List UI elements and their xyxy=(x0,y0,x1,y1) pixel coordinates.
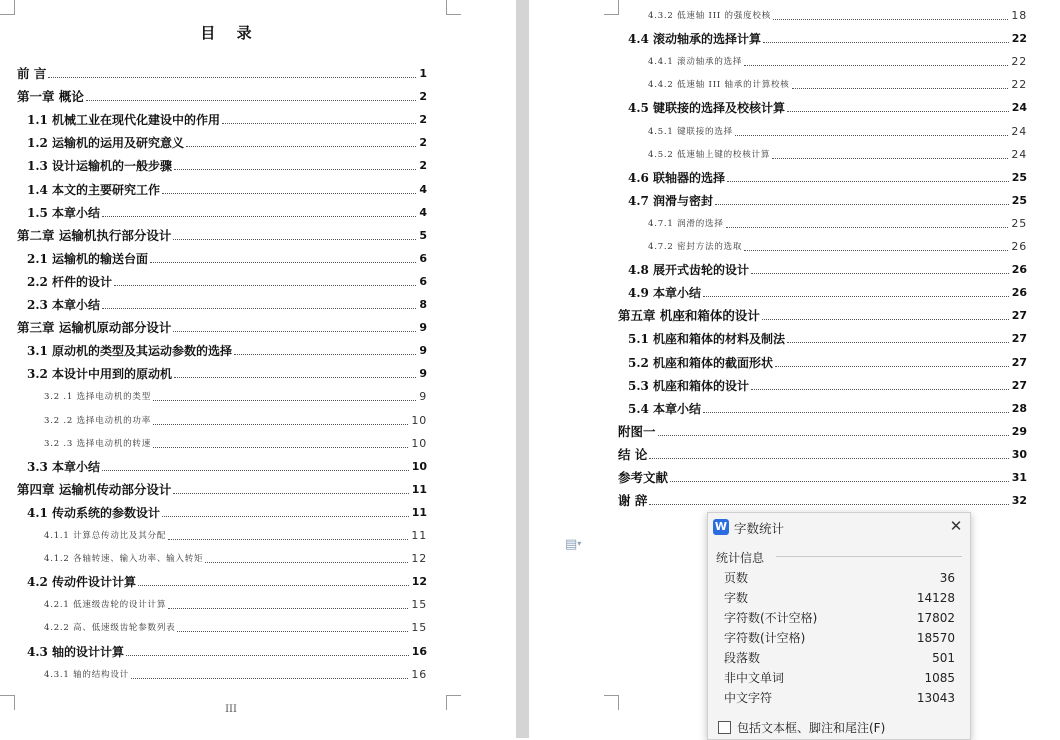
toc-entry-title: 2.1 运输机的输送台面 xyxy=(27,251,149,266)
toc-entry-title: 1.3 设计运输机的一般步骤 xyxy=(27,159,173,174)
toc-entry[interactable] xyxy=(628,31,1027,47)
toc-leader-dots xyxy=(173,492,408,494)
toc-entry-page: 2 xyxy=(419,113,427,127)
toc-entry[interactable] xyxy=(648,8,1027,24)
toc-entry[interactable] xyxy=(27,205,427,221)
toc-entry-title: 谢 辞 xyxy=(618,493,648,509)
toc-leader-dots xyxy=(670,480,1009,482)
toc-entry[interactable] xyxy=(628,170,1027,186)
toc-leader-dots xyxy=(102,215,416,217)
toc-entry[interactable] xyxy=(628,378,1027,394)
toc-entry-title: 结 论 xyxy=(618,446,648,462)
toc-entry[interactable] xyxy=(44,667,427,683)
include-textbox-footnote-checkbox[interactable] xyxy=(718,719,885,737)
stat-value: 1085 xyxy=(924,671,955,685)
stat-value: 501 xyxy=(932,651,955,665)
toc-entry-title: 3.2 .1 选择电动机的类型 xyxy=(44,392,152,403)
toc-entry[interactable] xyxy=(27,251,427,267)
toc-leader-dots xyxy=(772,157,1008,159)
toc-leader-dots xyxy=(173,330,416,332)
toc-leader-dots xyxy=(162,515,409,517)
toc-entry-page: 15 xyxy=(411,598,427,612)
toc-entry-page: 27 xyxy=(1011,332,1027,346)
toc-entry-page: 10 xyxy=(411,436,427,450)
word-count-dialog xyxy=(707,512,971,740)
toc-entry-title: 3.3 本章小结 xyxy=(27,459,101,474)
toc-entry-page: 24 xyxy=(1011,101,1027,115)
toc-leader-dots xyxy=(162,192,416,194)
toc-entry-page: 27 xyxy=(1011,309,1027,323)
toc-entry-page: 26 xyxy=(1011,240,1027,253)
toc-entry-page: 9 xyxy=(419,344,427,358)
toc-leader-dots xyxy=(168,538,408,540)
document-options-icon[interactable]: ▤▾ xyxy=(565,537,582,552)
checkbox-label: 包括文本框、脚注和尾注(F) xyxy=(737,721,886,735)
toc-leader-dots xyxy=(727,180,1009,182)
toc-title: 目 录 xyxy=(200,24,260,42)
toc-entry-title: 第一章 概论 xyxy=(17,89,84,105)
toc-leader-dots xyxy=(186,145,416,147)
toc-entry[interactable] xyxy=(648,147,1027,163)
page-footer-number: III xyxy=(225,704,237,715)
toc-entry-page: 15 xyxy=(411,621,427,635)
toc-entry-title: 1.2 运输机的运用及研究意义 xyxy=(27,136,185,151)
toc-leader-dots xyxy=(715,203,1009,205)
toc-entry-page: 1 xyxy=(419,67,427,80)
toc-entry-title: 4.1.2 各轴转速、输入功率、输入转矩 xyxy=(44,554,204,565)
toc-entry-page: 12 xyxy=(411,575,427,589)
toc-entry-page: 2 xyxy=(419,159,427,173)
stat-label: 字数 xyxy=(724,591,749,605)
toc-entry[interactable] xyxy=(648,216,1027,232)
page-corner-marker xyxy=(604,695,619,710)
toc-entry-page: 9 xyxy=(419,321,427,335)
toc-entry-title: 5.3 机座和箱体的设计 xyxy=(628,378,750,393)
toc-entry-page: 25 xyxy=(1011,193,1027,207)
toc-entry-title: 5.1 机座和箱体的材料及制法 xyxy=(628,332,786,347)
stat-row xyxy=(724,668,955,688)
checkbox-box[interactable] xyxy=(718,721,731,734)
toc-leader-dots xyxy=(153,446,408,448)
toc-entry-page: 4 xyxy=(419,182,427,196)
toc-entry-page: 18 xyxy=(1011,9,1027,22)
stat-row xyxy=(724,648,955,668)
page-corner-marker xyxy=(446,0,461,15)
toc-entry[interactable] xyxy=(44,597,427,613)
toc-entry-title: 4.7 润滑与密封 xyxy=(628,193,714,208)
toc-leader-dots xyxy=(173,238,416,240)
toc-entry-page: 2 xyxy=(419,136,427,150)
page-corner-marker xyxy=(604,0,619,15)
toc-entry[interactable] xyxy=(44,413,427,429)
stat-row xyxy=(724,568,955,588)
toc-leader-dots xyxy=(735,134,1008,136)
stat-label: 中文字符 xyxy=(724,691,773,705)
toc-entry-page: 29 xyxy=(1011,424,1027,438)
toc-leader-dots xyxy=(138,584,409,586)
dialog-header[interactable] xyxy=(708,513,970,541)
toc-entry[interactable] xyxy=(618,424,1027,440)
toc-entry-title: 4.5.2 低速轴上键的校核计算 xyxy=(648,149,771,160)
toc-entry[interactable] xyxy=(628,193,1027,209)
toc-entry-page: 22 xyxy=(1011,78,1027,92)
toc-leader-dots xyxy=(773,18,1008,20)
section-label: 统计信息 xyxy=(716,551,765,565)
toc-leader-dots xyxy=(153,399,416,401)
toc-entry[interactable] xyxy=(618,470,1027,486)
stat-row xyxy=(724,608,955,628)
toc-entry[interactable] xyxy=(44,528,427,544)
toc-entry-page: 24 xyxy=(1011,124,1027,138)
toc-entry-page: 25 xyxy=(1011,170,1027,184)
toc-leader-dots xyxy=(703,411,1009,413)
toc-entry[interactable] xyxy=(17,89,427,105)
toc-leader-dots xyxy=(703,295,1009,297)
toc-leader-dots xyxy=(792,87,1009,89)
stat-value: 14128 xyxy=(916,591,955,605)
stat-value: 17802 xyxy=(916,611,955,625)
toc-entry[interactable] xyxy=(27,343,427,359)
toc-entry-title: 1.1 机械工业在现代化建设中的作用 xyxy=(27,113,221,128)
toc-entry-page: 32 xyxy=(1011,494,1027,508)
toc-entry[interactable] xyxy=(618,447,1027,463)
toc-leader-dots xyxy=(744,249,1008,251)
toc-entry-title: 前 言 xyxy=(17,66,47,81)
toc-entry-title: 4.5 键联接的选择及校核计算 xyxy=(628,101,786,116)
toc-entry[interactable] xyxy=(44,436,427,452)
toc-entry-title: 4.2.1 低速级齿轮的设计计算 xyxy=(44,600,167,611)
stat-label: 段落数 xyxy=(724,651,761,665)
toc-entry-page: 30 xyxy=(1011,447,1027,461)
page-gutter xyxy=(516,0,529,738)
toc-entry[interactable] xyxy=(628,100,1027,116)
toc-entry[interactable] xyxy=(648,54,1027,70)
toc-entry[interactable] xyxy=(27,135,427,151)
section-divider xyxy=(776,556,962,557)
toc-entry[interactable] xyxy=(628,331,1027,347)
toc-entry-page: 12 xyxy=(411,552,427,566)
toc-entry-page: 9 xyxy=(419,390,427,404)
toc-entry-title: 4.1 传动系统的参数设计 xyxy=(27,505,161,520)
toc-leader-dots xyxy=(762,318,1009,320)
toc-entry-title: 4.7.1 润滑的选择 xyxy=(648,218,724,229)
toc-entry-title: 4.8 展开式齿轮的设计 xyxy=(628,263,750,278)
toc-entry-page: 24 xyxy=(1011,147,1027,161)
toc-entry-page: 4 xyxy=(419,205,427,219)
toc-leader-dots xyxy=(234,353,416,355)
toc-entry[interactable] xyxy=(648,77,1027,93)
toc-entry[interactable] xyxy=(17,228,427,244)
toc-entry[interactable] xyxy=(44,620,427,636)
toc-entry-title: 5.2 机座和箱体的截面形状 xyxy=(628,355,774,370)
toc-leader-dots xyxy=(763,41,1009,43)
toc-leader-dots xyxy=(744,64,1008,66)
toc-entry-page: 11 xyxy=(411,529,427,542)
toc-entry-title: 4.7.2 密封方法的选取 xyxy=(648,242,743,252)
toc-leader-dots xyxy=(102,469,409,471)
toc-entry-page: 22 xyxy=(1011,32,1027,46)
toc-entry-page: 27 xyxy=(1011,355,1027,369)
toc-entry[interactable] xyxy=(27,182,427,198)
toc-entry-page: 2 xyxy=(419,90,427,104)
toc-leader-dots xyxy=(48,76,416,78)
toc-entry[interactable] xyxy=(27,644,427,660)
toc-entry-page: 6 xyxy=(419,251,427,265)
stat-value: 13043 xyxy=(916,691,955,705)
wps-writer-logo-icon: W xyxy=(714,520,728,533)
toc-entry-title: 3.2 .3 选择电动机的转速 xyxy=(44,438,152,449)
toc-entry-page: 10 xyxy=(411,413,427,427)
toc-entry[interactable] xyxy=(648,239,1027,255)
toc-entry-page: 28 xyxy=(1011,401,1027,415)
toc-entry-title: 3.2 本设计中用到的原动机 xyxy=(27,367,173,382)
toc-entry-title: 1.5 本章小结 xyxy=(27,205,101,220)
toc-entry[interactable] xyxy=(618,308,1027,324)
toc-entry-title: 4.2 传动件设计计算 xyxy=(27,575,137,590)
stat-value: 36 xyxy=(939,571,955,585)
toc-leader-dots xyxy=(150,261,416,263)
toc-entry-title: 2.3 本章小结 xyxy=(27,298,101,312)
toc-entry[interactable] xyxy=(27,505,427,521)
page-corner-marker xyxy=(446,695,461,710)
toc-entry-title: 第二章 运输机执行部分设计 xyxy=(17,227,172,243)
toc-leader-dots xyxy=(177,630,408,632)
toc-entry-title: 4.4 滚动轴承的选择计算 xyxy=(628,32,762,47)
toc-leader-dots xyxy=(174,168,416,170)
toc-leader-dots xyxy=(787,341,1009,343)
toc-leader-dots xyxy=(649,503,1008,505)
toc-leader-dots xyxy=(153,423,408,425)
toc-entry-title: 4.3 轴的设计计算 xyxy=(27,644,125,659)
toc-entry-title: 5.4 本章小结 xyxy=(628,401,702,416)
toc-entry-page: 10 xyxy=(411,459,427,473)
toc-entry[interactable] xyxy=(648,124,1027,140)
toc-entry-title: 4.4.1 滚动轴承的选择 xyxy=(648,57,743,68)
toc-leader-dots xyxy=(114,284,416,286)
stat-label: 页数 xyxy=(724,571,749,585)
stat-row xyxy=(724,688,955,708)
toc-leader-dots xyxy=(658,434,1009,436)
toc-entry-page: 26 xyxy=(1011,286,1027,300)
toc-leader-dots xyxy=(168,607,408,609)
toc-entry-title: 4.1.1 计算总传动比及其分配 xyxy=(44,531,167,541)
toc-entry[interactable] xyxy=(628,401,1027,417)
toc-entry-title: 2.2 杆件的设计 xyxy=(27,274,113,289)
toc-leader-dots xyxy=(174,376,416,378)
toc-entry-title: 1.4 本文的主要研究工作 xyxy=(27,182,161,197)
toc-leader-dots xyxy=(86,99,416,101)
document-page-left xyxy=(0,0,516,738)
toc-entry-page: 6 xyxy=(419,274,427,288)
toc-entry-title: 4.2.2 高、低速级齿轮参数列表 xyxy=(44,623,176,634)
toc-entry-title: 4.6 联轴器的选择 xyxy=(628,170,726,185)
toc-entry-title: 第五章 机座和箱体的设计 xyxy=(618,308,760,324)
stat-label: 字符数(不计空格) xyxy=(724,611,818,625)
stat-label: 非中文单词 xyxy=(724,671,785,685)
toc-leader-dots xyxy=(751,388,1009,390)
toc-entry-title: 第四章 运输机传动部分设计 xyxy=(17,481,172,497)
toc-entry-title: 4.3.2 低速轴 III 的强度校核 xyxy=(648,11,772,21)
toc-entry[interactable] xyxy=(628,285,1027,301)
toc-entry[interactable] xyxy=(17,482,427,498)
toc-leader-dots xyxy=(205,561,408,563)
toc-entry-page: 16 xyxy=(411,667,427,681)
toc-entry[interactable] xyxy=(628,355,1027,371)
toc-entry-title: 3.1 原动机的类型及其运动参数的选择 xyxy=(27,344,233,359)
toc-entry-page: 11 xyxy=(411,482,427,496)
toc-leader-dots xyxy=(649,457,1008,459)
toc-entry-page: 27 xyxy=(1011,378,1027,392)
close-icon[interactable]: ✕ xyxy=(949,517,963,535)
toc-entry-page: 8 xyxy=(419,298,427,311)
toc-leader-dots xyxy=(131,677,408,679)
toc-entry-page: 16 xyxy=(411,644,427,658)
toc-entry[interactable] xyxy=(27,297,427,313)
toc-entry-title: 第三章 运输机原动部分设计 xyxy=(17,320,172,336)
toc-entry-page: 5 xyxy=(419,228,427,242)
toc-entry[interactable] xyxy=(27,158,427,174)
toc-entry[interactable] xyxy=(17,320,427,336)
toc-entry-page: 31 xyxy=(1011,471,1027,484)
toc-leader-dots xyxy=(751,272,1009,274)
stat-row xyxy=(724,628,955,648)
toc-entry-page: 25 xyxy=(1011,216,1027,230)
toc-entry[interactable] xyxy=(44,389,427,405)
toc-entry-title: 4.9 本章小结 xyxy=(628,286,702,301)
toc-entry-page: 22 xyxy=(1011,55,1027,69)
toc-entry-title: 4.3.1 轴的结构设计 xyxy=(44,669,129,680)
toc-entry-title: 4.5.1 键联接的选择 xyxy=(648,126,733,137)
dialog-title: 字数统计 xyxy=(734,521,785,536)
toc-leader-dots xyxy=(726,226,1009,228)
toc-entry-title: 参考文献 xyxy=(618,470,669,485)
toc-leader-dots xyxy=(126,654,409,656)
page-corner-marker xyxy=(0,695,15,710)
stat-label: 字符数(计空格) xyxy=(724,631,806,645)
toc-leader-dots xyxy=(102,307,416,309)
stat-row xyxy=(724,588,955,608)
toc-leader-dots xyxy=(222,122,416,124)
page-corner-marker xyxy=(0,0,15,15)
toc-entry-title: 3.2 .2 选择电动机的功率 xyxy=(44,415,152,426)
toc-entry-page: 9 xyxy=(419,367,427,381)
toc-entry-page: 11 xyxy=(411,505,427,519)
toc-entry[interactable] xyxy=(618,493,1027,509)
toc-entry-title: 附图一 xyxy=(618,423,656,439)
toc-entry[interactable] xyxy=(628,262,1027,278)
toc-leader-dots xyxy=(787,110,1009,112)
toc-entry[interactable] xyxy=(44,551,427,567)
toc-entry[interactable] xyxy=(27,366,427,382)
toc-entry[interactable] xyxy=(27,574,427,590)
toc-entry[interactable] xyxy=(27,459,427,475)
stat-value: 18570 xyxy=(916,631,955,645)
toc-entry-title: 4.4.2 低速轴 III 轴承的计算校核 xyxy=(648,80,790,91)
toc-entry-page: 26 xyxy=(1011,263,1027,277)
toc-entry[interactable] xyxy=(27,112,427,128)
toc-entry[interactable] xyxy=(17,66,427,82)
toc-entry[interactable] xyxy=(27,274,427,290)
toc-leader-dots xyxy=(775,365,1009,367)
